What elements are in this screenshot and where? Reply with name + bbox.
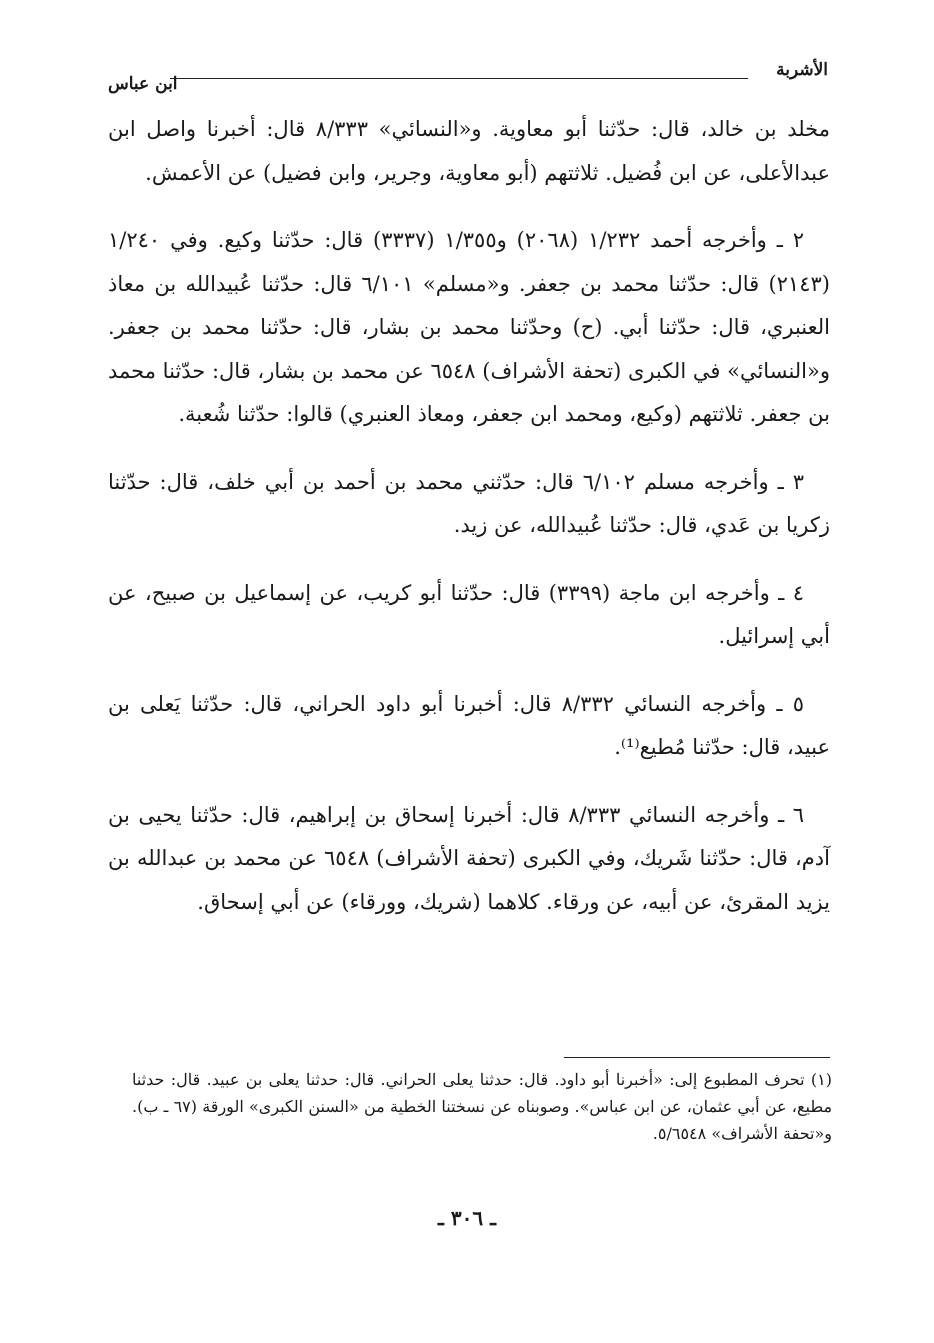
footnote-separator: [564, 1057, 830, 1058]
header-rule: [170, 78, 748, 79]
paragraph-3: ٣ ـ وأخرجه مسلم ٦/١٠٢ قال: حدّثني محمد بن أحمد بن أبي خلف، قال: حدّثنا زكريا بن عَدي، قال: حدّثنا عُبيدالله، عن زيد.: [108, 469, 830, 537]
chapter-title: الأشربة: [776, 60, 828, 80]
paragraph-4: ٤ ـ وأخرجه ابن ماجة (٣٣٩٩) قال: حدّثنا أبو كريب، عن إسماعيل بن صبيح، عن أبي إسرائيل.: [108, 580, 830, 648]
running-header: [108, 58, 828, 94]
paragraph-5: ٥ ـ وأخرجه النسائي ٨/٣٣٢ قال: أخبرنا أبو داود الحراني، قال: حدّثنا يَعلى بن عبيد، قال: حدّثنا مُطيع⁽¹⁾.: [108, 691, 830, 759]
footnote: (١) تحرف المطبوع إلى: «أخبرنا أبو داود. قال: حدثنا يعلى الحراني. قال: حدثنا يعلى بن عبيد. قال: حدثنا مطيع، عن أبي عثمان، عن ابن عباس». وصوبناه عن نسختنا الخطية من «السنن الكبرى» الورقة (٦٧ ـ ب). و«تحفة الأشراف» ٥/٦٥٤٨.: [132, 1070, 833, 1143]
paragraph-6: ٦ ـ وأخرجه النسائي ٨/٣٣٣ قال: أخبرنا إسحاق بن إبراهيم، قال: حدّثنا يحيى بن آدم، قال: حدّثنا شَريك، وفي الكبرى (تحفة الأشراف) ٦٥٤٨ عن محمد بن عبدالله بن يزيد المقرئ، عن أبيه، عن ورقاء. كلاهما (شريك، وورقاء) عن أبي إسحاق.: [108, 802, 830, 914]
paragraph-1: مخلد بن خالد، قال: حدّثنا أبو معاوية. و«النسائي» ٨/٣٣٣ قال: أخبرنا واصل ابن عبدالأعلى، عن ابن فُضيل. ثلاثتهم (أبو معاوية، وجرير، وابن فضيل) عن الأعمش.: [108, 117, 830, 185]
main-text: [108, 108, 830, 948]
page-number: ـ ٣٠٦ ـ: [438, 1206, 496, 1230]
paragraph-2: ٢ ـ وأخرجه أحمد ١/٢٣٢ (٢٠٦٨) و١/٣٥٥ (٣٣٣٧) قال: حدّثنا وكيع. وفي ١/٢٤٠ (٢١٤٣) قال: حدّثنا محمد بن جعفر. و«مسلم» ٦/١٠١ قال: حدّثنا عُبيدالله بن معاذ العنبري، قال: حدّثنا أبي. (ح) وحدّثنا محمد بن بشار، قال: حدّثنا محمد بن جعفر. و«النسائي» في الكبرى (تحفة الأشراف) ٦٥٤٨ عن محمد بن بشار، قال: حدّثنا محمد بن جعفر. ثلاثتهم (وكيع، ومحمد ابن جعفر، ومعاذ العنبري) قالوا: حدّثنا شُعبة.: [108, 228, 830, 426]
section-title: ابن عباس: [108, 74, 178, 94]
